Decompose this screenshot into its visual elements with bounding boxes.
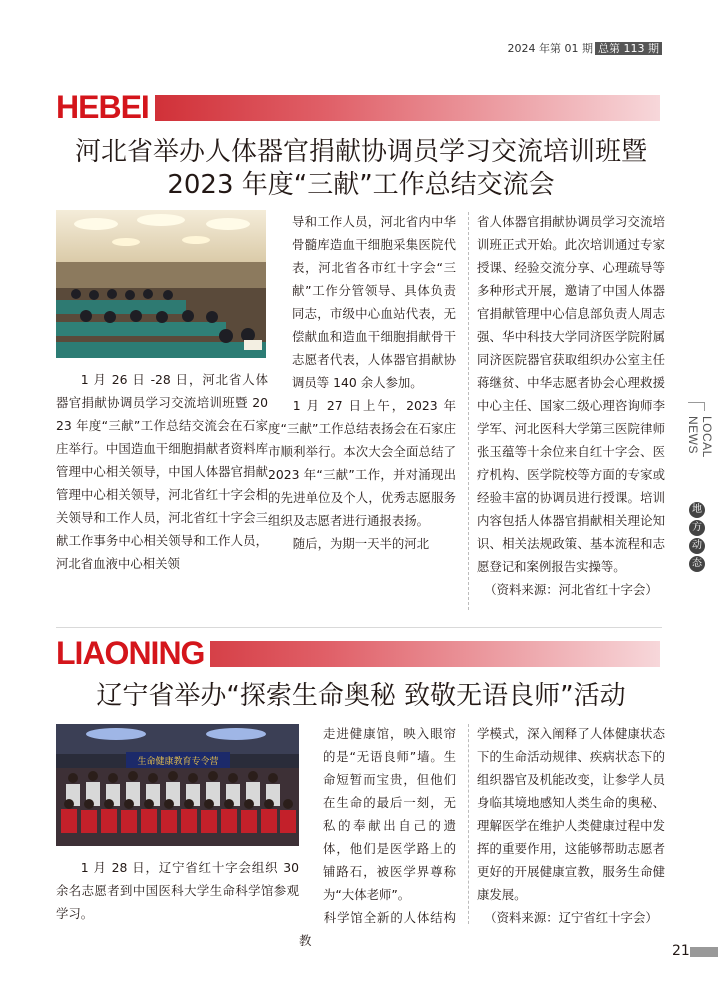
column-divider xyxy=(468,724,469,924)
liaoning-title: 辽宁省举办“探索生命奥秘 致敬无语良师”活动 xyxy=(96,681,626,711)
sidebar-label-cn-1: 地 xyxy=(689,502,705,518)
photo-banner-text: 生命健康教育专令营 xyxy=(137,757,219,767)
page-number: 21 xyxy=(672,943,690,959)
liaoning-column-2 xyxy=(299,722,456,952)
liaoning-group-photo xyxy=(56,724,299,846)
sidebar-label-cn-4: 态 xyxy=(689,556,705,572)
hebei-column-3 xyxy=(477,210,665,601)
sidebar-label-cn-2: 方 xyxy=(689,520,705,536)
issue-total-badge: 总第 113 期 xyxy=(595,42,662,55)
issue-info xyxy=(508,40,662,56)
paragraph: 学模式，深入阐释了人体健康状态下的生命活动规律、疾病状态下的组织器官及机能改变，让参学人员身临其境地感知人类生命的奥秘、理解医学在维护人类健康过程中发挥的重要作用，这能够帮助志愿者更好的开展健康宣教，服务生命健康发展。 xyxy=(477,726,665,902)
page-number-bar xyxy=(690,947,718,957)
paragraph: 导和工作人员，河北省内中华骨髓库造血干细胞采集医院代表，河北省各市红十字会“三献”工作分管领导、具体负责同志，市级中心血站代表，无偿献血和造血干细胞捐献骨干志愿者代表，人体器官捐献协调员等 140 余人参加。 xyxy=(292,214,456,390)
liaoning-column-3 xyxy=(477,722,665,929)
liaoning-region-label: LIAONING xyxy=(56,638,210,668)
paragraph: 走进健康馆，映入眼帘的是“无语良师”墙。生命短暂而宝贵，但他们在生命的最后一刻，无私的奉献出自己的遗体，他们是医学路上的铺路石，被医学界尊称为“大体老师”。 xyxy=(323,726,456,902)
hebei-column-1 xyxy=(56,368,268,575)
paragraph: 1 月 27 日上午，2023 年度“三献”工作总结表扬会在石家庄市顺利举行。本次大会全面总结了 2023 年“三献”工作，并对涌现出的先进单位及个人，优秀志愿服务组织及志愿者进行通报表扬。 xyxy=(268,398,456,528)
hebei-region-label: HEBEI xyxy=(56,92,155,122)
paragraph: 1 月 28 日，辽宁省红十字会组织 30 余名志愿者到中国医科大学生命科学馆参观学习。 xyxy=(56,860,299,921)
column-divider xyxy=(468,212,469,610)
sidebar-label-en: LOCAL NEWS xyxy=(686,416,714,458)
sidebar-bracket xyxy=(688,402,705,411)
paragraph: 省人体器官捐献协调员学习交流培训班正式开始。此次培训通过专家授课、经验交流分享、心理疏导等多种形式开展，邀请了中国人体器官捐献管理中心信息部负责人周志强、华中科技大学同济医学院附属同济医院器官获取组织办公室主任蒋继贫、中华志愿者协会心理救援中心主任、国家二级心理咨询师李学军、河北医科大学第三医院律师张玉蕴等十余位来自红十字会、医疗机构、医学院校等方面的专家或经验丰富的协调员进行授课。培训内容包括人体器官捐献相关理论知识、相关法规政策、基本流程和志愿登记和案例报告实操等。 xyxy=(477,214,665,574)
hebei-column-2 xyxy=(268,210,456,555)
hebei-title-line1: 河北省举办人体器官捐献协调员学习交流培训班暨 xyxy=(74,137,647,167)
liaoning-column-1 xyxy=(56,856,299,925)
hebei-title xyxy=(56,136,666,202)
paragraph: 随后，为期一天半的河北 xyxy=(292,536,430,551)
hebei-title-line2: 2023 年度“三献”工作总结交流会 xyxy=(167,170,555,200)
hebei-meeting-photo xyxy=(56,210,266,358)
issue-number: 2024 年第 01 期 xyxy=(507,42,593,55)
paragraph: 科学馆全新的人体结构教 xyxy=(299,910,456,948)
paragraph: 1 月 26 日 -28 日，河北省人体器官捐献协调员学习交流培训班暨 2023 年度“三献”工作总结交流会在石家庄举行。中国造血干细胞捐献者资料库管理中心相关领导，中国人体器官捐献管理中心相关领导，河北省红十字会相关领导和工作人员，河北省红十字会三献工作事务中心相关领导和工作人员，河北省血液中心相关领 xyxy=(56,372,268,571)
section-divider xyxy=(56,627,662,628)
source-note: （资料来源：河北省红十字会） xyxy=(484,582,658,597)
sidebar-label-cn-3: 动 xyxy=(689,538,705,554)
source-note: （资料来源：辽宁省红十字会） xyxy=(484,910,658,925)
